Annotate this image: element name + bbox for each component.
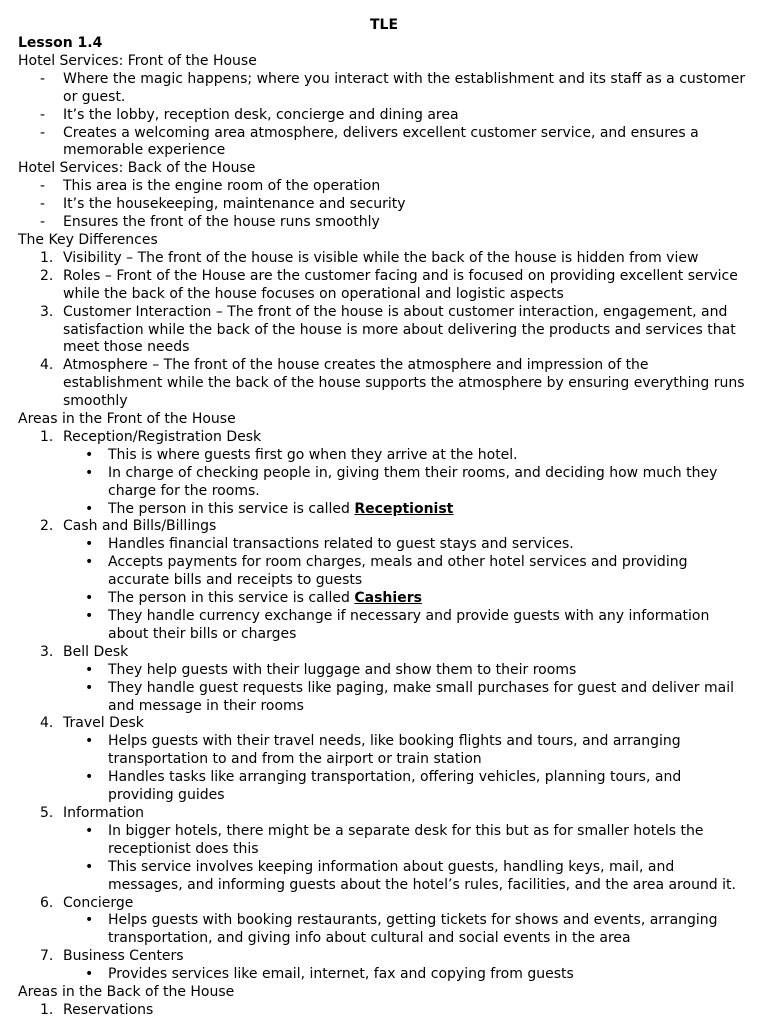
list-item-text: It’s the housekeeping, maintenance and security: [63, 196, 406, 213]
area-title: Information: [63, 804, 145, 821]
area-item-travel-desk: [18, 715, 750, 733]
bullet-text: This service involves keeping information about guests, handling keys, mail, and messages, and informing guests about the hotel’s rules, facilities, and the area around it.: [108, 858, 736, 893]
list-item-text: Visibility – The front of the house is visible while the back of the house is hidden from view: [63, 249, 699, 266]
bullet-marker: •: [85, 536, 94, 553]
list-item: [18, 178, 750, 196]
bullet-item: [18, 769, 750, 805]
bullet-text: Provides services like email, internet, fax and copying from guests: [108, 966, 574, 983]
bullet-item: [18, 465, 750, 501]
bullet-text: In bigger hotels, there might be a separate desk for this but as for smaller hotels the receptionist does this: [108, 822, 704, 857]
number-marker: 1.: [40, 428, 54, 445]
bullet-text: In charge of checking people in, giving them their rooms, and deciding how much they charge for the rooms.: [108, 464, 718, 499]
document-title: TLE: [369, 17, 399, 33]
bullet-item: [18, 590, 750, 608]
bullet-item: [18, 608, 750, 644]
bullet-text: Handles tasks like arranging transportation, offering vehicles, planning tours, and providing guides: [108, 769, 682, 804]
area-title: Bell Desk: [63, 643, 129, 660]
area-item-concierge: [18, 895, 750, 913]
area-item-reception: [18, 429, 750, 447]
dash-marker: -: [40, 124, 46, 141]
list-item: [18, 250, 750, 268]
bullet-marker: •: [85, 464, 94, 481]
dash-marker: -: [40, 178, 46, 195]
bullet-item: [18, 447, 750, 465]
bullet-item: [18, 733, 750, 769]
number-marker: 7.: [40, 948, 54, 965]
number-marker: 5.: [40, 804, 54, 821]
bullet-item: [18, 966, 750, 984]
front-of-house-heading: Hotel Services: Front of the House: [18, 52, 257, 69]
bullet-item: [18, 662, 750, 680]
bullet-item: [18, 680, 750, 716]
bullet-item: [18, 912, 750, 948]
area-title: Travel Desk: [63, 715, 144, 732]
bullet-text: They handle guest requests like paging, make small purchases for guest and deliver mail and message in their rooms: [108, 679, 734, 714]
role-term-receptionist: Receptionist: [354, 500, 454, 517]
bullet-text: The person in this service is called: [108, 500, 355, 517]
bullet-text: They handle currency exchange if necessary and provide guests with any information about their bills or charges: [108, 608, 710, 642]
bullet-marker: •: [85, 858, 94, 875]
list-item: [18, 71, 750, 107]
bullet-item: [18, 554, 750, 590]
bullet-text: Accepts payments for room charges, meals and other hotel services and providing accurate bills and receipts to guests: [108, 554, 688, 589]
bullet-marker: •: [85, 500, 94, 517]
bullet-marker: •: [85, 590, 94, 607]
bullet-marker: •: [85, 554, 94, 571]
list-item-text: It’s the lobby, reception desk, concierge and dining area: [63, 106, 459, 123]
list-item-text: This area is the engine room of the operation: [63, 178, 381, 195]
number-marker: 4.: [40, 357, 54, 374]
area-item-cash-bills: [18, 518, 750, 536]
dash-marker: -: [40, 196, 46, 213]
bullet-text: The person in this service is called: [108, 590, 355, 607]
dash-marker: -: [40, 214, 46, 231]
area-item-reservations: [18, 1002, 750, 1020]
area-item-business-centers: [18, 948, 750, 966]
areas-back-list: [18, 1002, 750, 1020]
bullet-marker: •: [85, 733, 94, 750]
list-item-text: Creates a welcoming area atmosphere, delivers excellent customer service, and ensures a memorable experience: [63, 124, 699, 159]
list-item: [18, 214, 750, 232]
area-title: Concierge: [63, 894, 134, 911]
list-item: [18, 357, 750, 411]
area-item-information: [18, 805, 750, 823]
area-title: Cash and Bills/Billings: [63, 518, 217, 535]
area-title: Reception/Registration Desk: [63, 428, 262, 445]
front-of-house-list: [18, 71, 750, 161]
list-item-text: Roles – Front of the House are the customer facing and is focused on providing excellent service while the back of the house focuses on operational and logistic aspects: [63, 267, 738, 302]
lesson-heading: Lesson 1.4: [18, 35, 103, 51]
key-differences-heading: The Key Differences: [18, 231, 158, 248]
list-item: [18, 125, 750, 161]
area-title: Business Centers: [63, 948, 184, 965]
dash-marker: -: [40, 70, 46, 87]
list-item: [18, 196, 750, 214]
bullet-marker: •: [85, 661, 94, 678]
list-item-text: Atmosphere – The front of the house creates the atmosphere and impression of the establishment while the back of the house supports the atmosphere by ensuring everything runs smoothly: [63, 357, 745, 410]
list-item: [18, 107, 750, 125]
bullet-text: Helps guests with booking restaurants, getting tickets for shows and events, arranging transportation, and giving info about cultural and social events in the area: [108, 912, 718, 947]
number-marker: 2.: [40, 267, 54, 284]
bullet-text: This is where guests first go when they arrive at the hotel.: [108, 446, 518, 463]
number-marker: 6.: [40, 894, 54, 911]
back-of-house-heading: Hotel Services: Back of the House: [18, 160, 256, 177]
number-marker: 3.: [40, 303, 54, 320]
bullet-marker: •: [85, 446, 94, 463]
list-item-text: Where the magic happens; where you interact with the establishment and its staff as a customer or guest.: [63, 70, 746, 105]
number-marker: 3.: [40, 643, 54, 660]
bullet-item: [18, 823, 750, 859]
list-item: [18, 304, 750, 358]
area-item-bell-desk: [18, 644, 750, 662]
areas-front-list: [18, 429, 750, 984]
bullet-marker: •: [85, 912, 94, 929]
area-title: Reservations: [63, 1001, 154, 1018]
bullet-text: Handles financial transactions related to guest stays and services.: [108, 536, 574, 553]
back-of-house-list: [18, 178, 750, 232]
list-item: [18, 268, 750, 304]
bullet-marker: •: [85, 608, 94, 624]
bullet-text: They help guests with their luggage and show them to their rooms: [108, 661, 577, 678]
areas-front-heading: Areas in the Front of the House: [18, 411, 236, 428]
bullet-item: [18, 536, 750, 554]
bullet-item: [18, 501, 750, 519]
number-marker: 1.: [40, 249, 54, 266]
bullet-marker: •: [85, 966, 94, 983]
list-item-text: Ensures the front of the house runs smoothly: [63, 214, 380, 231]
key-differences-list: [18, 250, 750, 411]
bullet-item: [18, 859, 750, 895]
number-marker: 2.: [40, 518, 54, 535]
bullet-marker: •: [85, 769, 94, 786]
bullet-marker: •: [85, 822, 94, 839]
bullet-text: Helps guests with their travel needs, like booking flights and tours, and arranging transportation to and from the airport or train station: [108, 733, 681, 768]
bullet-marker: •: [85, 679, 94, 696]
list-item-text: Customer Interaction – The front of the house is about customer interaction, engagement, and satisfaction while the back of the house is more about delivering the products and services that meet those needs: [63, 303, 736, 356]
number-marker: 4.: [40, 715, 54, 732]
number-marker: 1.: [40, 1001, 54, 1018]
role-term-cashiers: Cashiers: [354, 590, 422, 607]
dash-marker: -: [40, 106, 46, 123]
areas-back-heading: Areas in the Back of the House: [18, 984, 235, 1001]
